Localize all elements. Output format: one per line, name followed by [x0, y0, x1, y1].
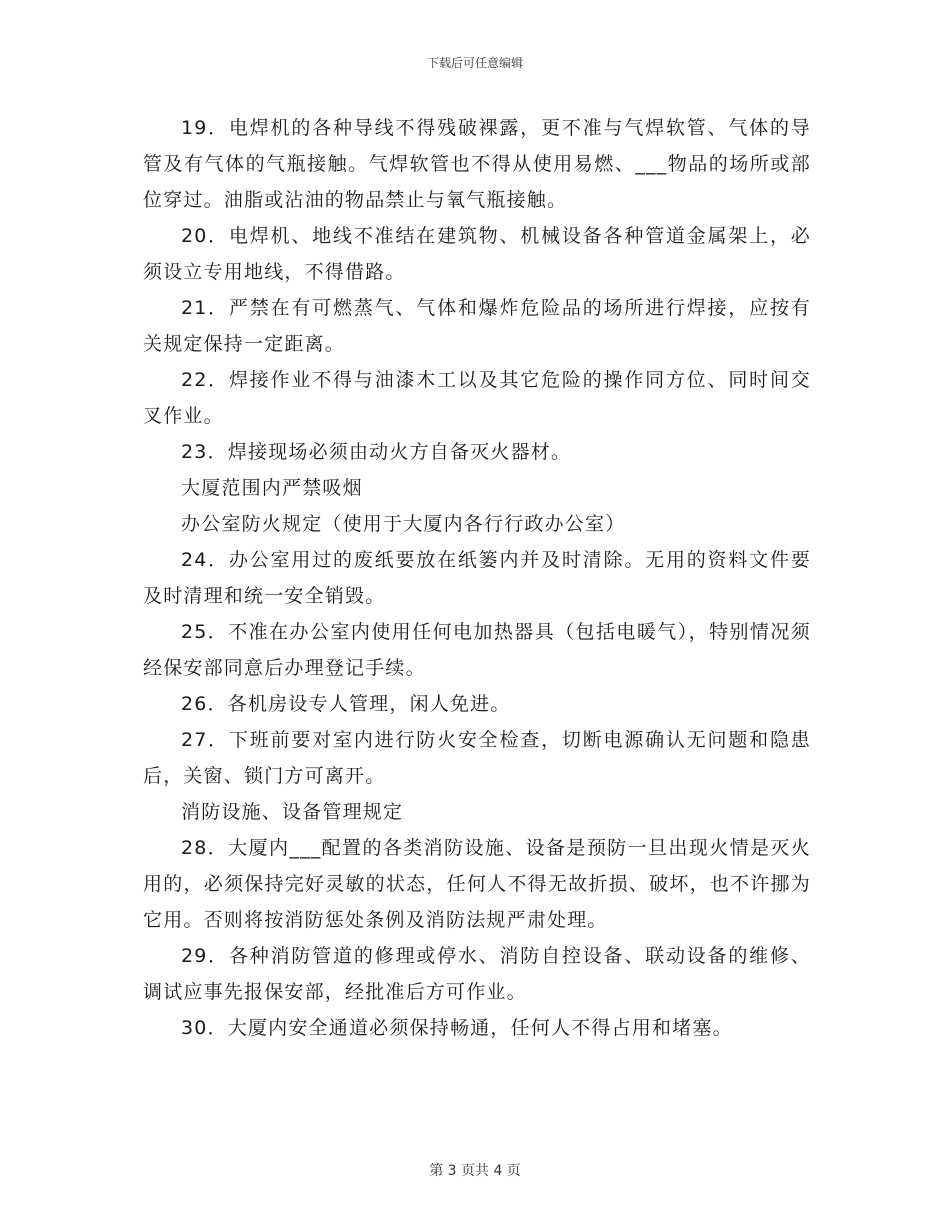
paragraph-27: 27．下班前要对室内进行防火安全检查，切断电源确认无问题和隐患后，关窗、锁门方可离开。 [143, 729, 811, 787]
paragraph-20: 20．电焊机、地线不准结在建筑物、机械设备各种管道金属架上，必须设立专用地线，不得借路。 [143, 225, 811, 283]
paragraph-28: 28．大厦内___配置的各类消防设施、设备是预防一旦出现火情是灭火用的，必须保持完好灵敏的状态，任何人不得无故折损、破坏，也不许挪为它用。否则将按消防惩处条例及消防法规严肃处理。 [143, 837, 811, 931]
paragraph-25: 25．不准在办公室内使用任何电加热器具（包括电暖气），特别情况须经保安部同意后办理登记手续。 [143, 621, 811, 679]
paragraph-19: 19．电焊机的各种导线不得残破裸露，更不准与气焊软管、气体的导管及有气体的气瓶接触。气焊软管也不得从使用易燃、___物品的场所或部位穿过。油脂或沾油的物品禁止与氧气瓶接触。 [143, 117, 811, 211]
paragraph-29: 29．各种消防管道的修理或停水、消防自控设备、联动设备的维修、调试应事先报保安部，经批准后方可作业。 [143, 945, 811, 1003]
page-number-footer: 第 3 页共 4 页 [429, 1163, 521, 1179]
paragraph-23: 23．焊接现场必须由动火方自备灭火器材。 [181, 441, 572, 463]
paragraph-22: 22．焊接作业不得与油漆木工以及其它危险的操作同方位、同时间交叉作业。 [143, 369, 811, 427]
no-smoking-heading: 大厦范围内严禁吸烟 [181, 477, 363, 499]
fire-equipment-rules-heading: 消防设施、设备管理规定 [181, 801, 404, 823]
paragraph-21: 21．严禁在有可燃蒸气、气体和爆炸危险品的场所进行焊接，应按有关规定保持一定距离。 [143, 297, 811, 355]
paragraph-24: 24．办公室用过的废纸要放在纸篓内并及时清除。无用的资料文件要及时清理和统一安全销毁。 [143, 549, 811, 607]
paragraph-30: 30．大厦内安全通道必须保持畅通，任何人不得占用和堵塞。 [181, 1017, 733, 1039]
page-header: 下载后可任意编辑 [426, 56, 523, 70]
document-body [143, 110, 811, 1046]
office-fire-rules-heading: 办公室防火规定（使用于大厦内各行行政办公室） [181, 513, 626, 535]
paragraph-26: 26．各机房设专人管理，闲人免进。 [181, 693, 511, 715]
